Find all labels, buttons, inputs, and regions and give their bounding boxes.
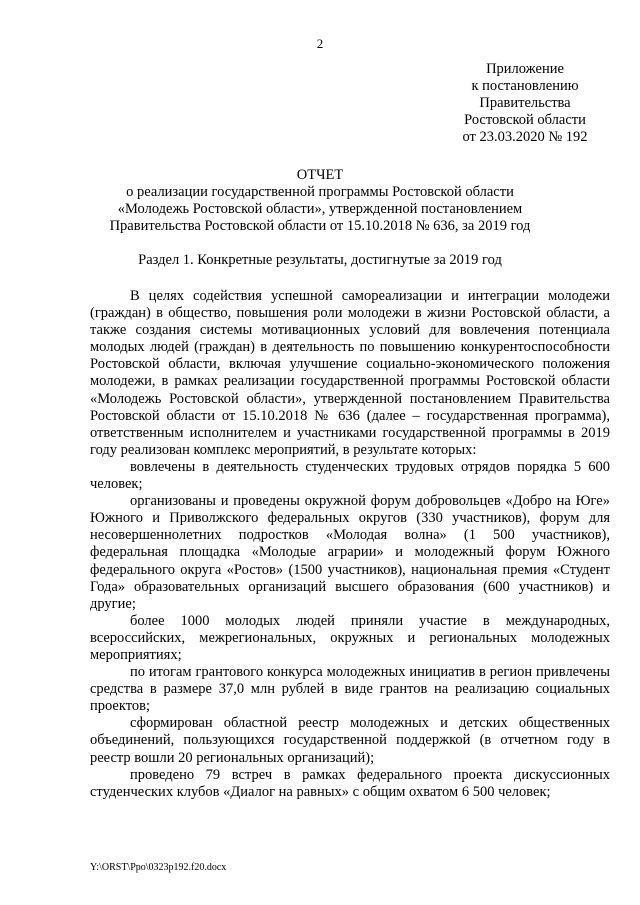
report-title-block xyxy=(0,167,640,235)
paragraph: проведено 79 встреч в рамках федерального проекта дискуссионных студенческих клубов «Диалог на равных» с общим охватом 6 500 человек; xyxy=(90,766,610,800)
appendix-line: Приложение xyxy=(486,61,564,77)
paragraph: сформирован областной реестр молодежных и детских общественных объединений, пользующихся государственной поддержкой (в отчетном году в реестр вошли 20 региональных организаций); xyxy=(90,715,610,766)
section-heading: Раздел 1. Конкретные результаты, достигнутые за 2019 год xyxy=(138,252,502,268)
appendix-line: к постановлению xyxy=(471,78,579,94)
report-subtitle-line: «Молодежь Ростовской области», утвержденной постановлением xyxy=(117,201,523,217)
paragraph: В целях содействия успешной самореализации и интеграции молодежи (граждан) в общество, повышения роли молодежи в жизни Ростовской области, а также создания системы мотивационных условий для вовлечения потенциала молодых людей (граждан) в деятельность по повышению конкурентоспособности Ростовской области, включая улучшение социально-экономического положения молодежи, в рамках реализации государственной программы Ростовской области «Молодежь Ростовской области», утвержденной постановлением Правительства Ростовской области от 15.10.2018 № 636 (далее – государственная программа), ответственным исполнителем и участниками государственной программы в 2019 году реализован комплекс мероприятий, в результате которых: xyxy=(90,288,610,458)
report-subtitle-line: Правительства Ростовской области от 15.10.2018 № 636, за 2019 год xyxy=(109,218,531,234)
appendix-block xyxy=(440,61,610,146)
paragraph: организованы и проведены окружной форум добровольцев «Добро на Юге» Южного и Приволжского федеральных округов (330 участников), форум для несовершеннолетних подростков «Молодая волна» (1 500 участников), федеральная площадка «Молодые аграрии» и молодежный форум Южного федерального округа «Ростов» (1500 участников), национальная премия «Студент Года» образовательных организаций высшего образования (600 участников) и другие; xyxy=(90,493,610,612)
footer-file-path: Y:\ORST\Ppo\0323p192.f20.docx xyxy=(90,862,227,873)
paragraph: по итогам грантового конкурса молодежных инициатив в регион привлечены средства в размере 37,0 млн рублей в виде грантов на реализацию социальных проектов; xyxy=(90,664,610,715)
appendix-line: Ростовской области xyxy=(464,112,586,128)
appendix-line: Правительства xyxy=(479,95,571,111)
report-title: ОТЧЕТ xyxy=(296,167,344,183)
appendix-line: от 23.03.2020 № 192 xyxy=(462,129,588,145)
body-text xyxy=(90,288,610,801)
page-number: 2 xyxy=(316,36,324,51)
paragraph: более 1000 молодых людей приняли участие в международных, всероссийских, межрегиональных, окружных и региональных молодежных мероприятиях; xyxy=(90,612,610,663)
paragraph: вовлечены в деятельность студенческих трудовых отрядов порядка 5 600 человек; xyxy=(90,458,610,493)
report-subtitle-line: о реализации государственной программы Ростовской области xyxy=(126,184,514,200)
